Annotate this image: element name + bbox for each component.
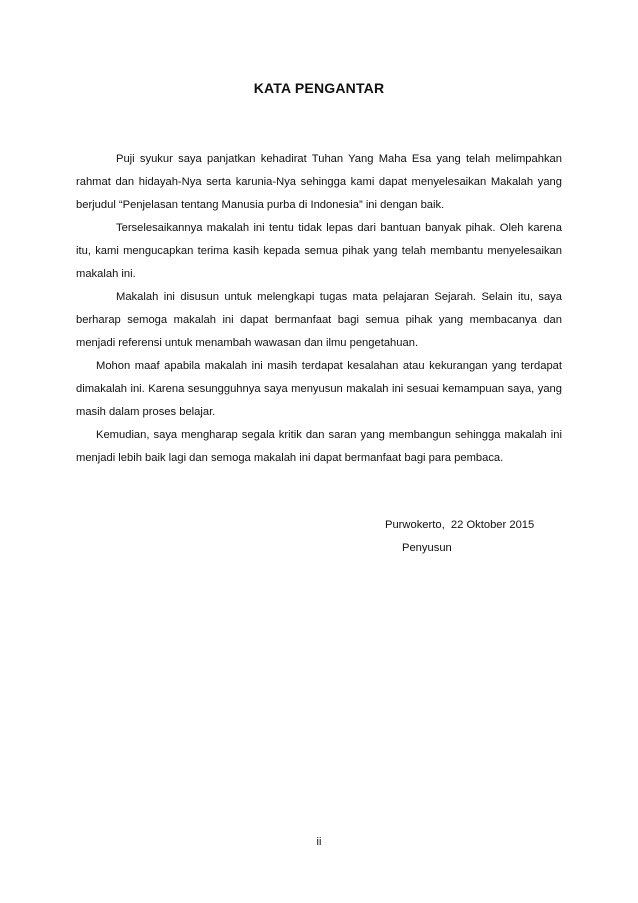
paragraph-5: Kemudian, saya mengharap segala kritik dan saran yang membangun sehingga makalah ini menjadi lebih baik lagi dan semoga makalah ini dapat bermanfaat bagi para pembaca. [76,429,562,464]
paragraph-2: Terselesaikannya makalah ini tentu tidak lepas dari bantuan banyak pihak. Oleh karena itu, kami mengucapkan terima kasih kepada semua pihak yang telah membantu menyelesaikan makalah ini. [76,222,562,280]
closing-signature [385,514,534,560]
page-number: ii [316,836,322,848]
signer-label: Penyusun [402,542,452,554]
body-text [76,148,562,470]
paragraph-1: Puji syukur saya panjatkan kehadirat Tuhan Yang Maha Esa yang telah melimpahkan rahmat dan hidayah-Nya serta karunia-Nya sehingga kami dapat menyelesaikan Makalah yang berjudul “Penjelasan tentang Manusia purba di Indonesia” ini dengan baik. [76,153,562,211]
place-date: Purwokerto, 22 Oktober 2015 [385,519,535,531]
page-title: KATA PENGANTAR [253,80,385,96]
paragraph-3: Makalah ini disusun untuk melengkapi tugas mata pelajaran Sejarah. Selain itu, saya berharap semoga makalah ini dapat bermanfaat bagi semua pihak yang membacanya dan menjadi referensi untuk menambah wawasan dan ilmu pengetahuan. [76,291,562,349]
paragraph-4: Mohon maaf apabila makalah ini masih terdapat kesalahan atau kekurangan yang terdapat dimakalah ini. Karena sesungguhnya saya menyusun makalah ini sesuai kemampuan saya, yang masih dalam proses belajar. [76,360,562,418]
